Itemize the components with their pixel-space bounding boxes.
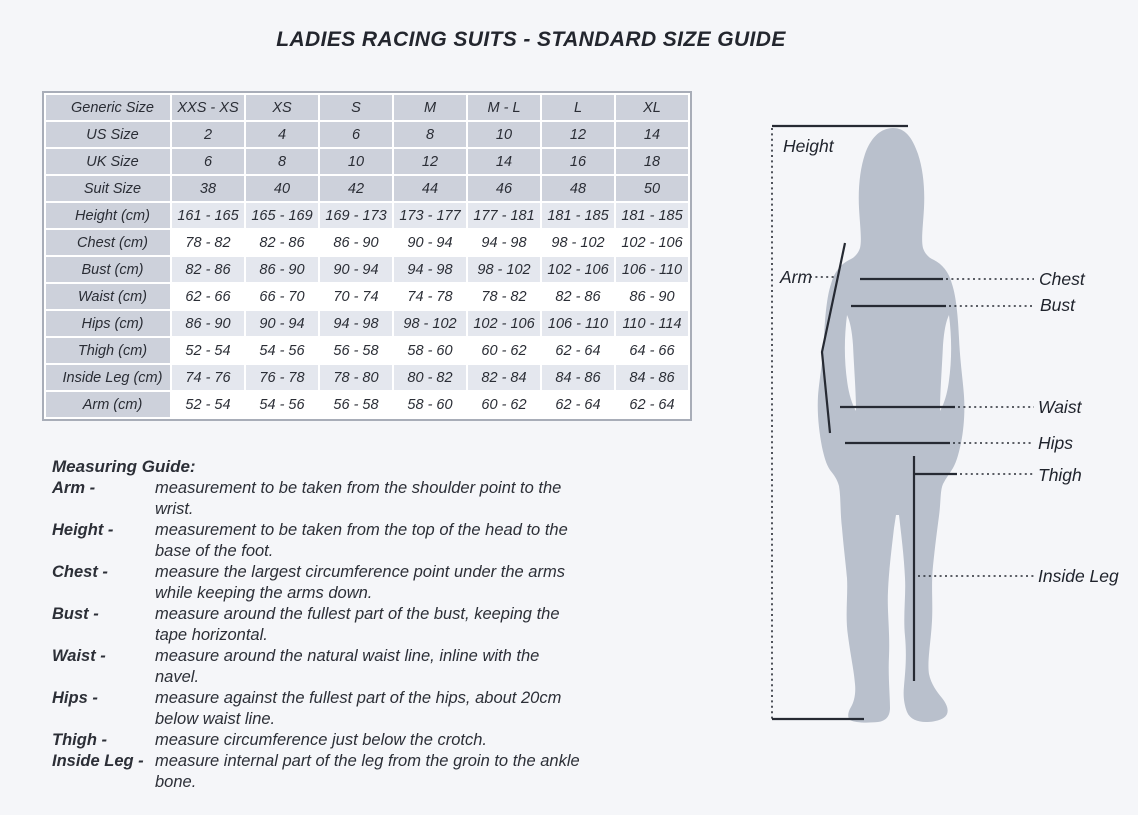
table-row (46, 338, 688, 363)
row-label: Suit Size (46, 176, 170, 201)
measuring-guide (52, 456, 592, 793)
size-value-cell: 102 - 106 (542, 257, 614, 282)
size-value-cell: 90 - 94 (320, 257, 392, 282)
size-value-cell: 84 - 86 (616, 365, 688, 390)
figure-label-hips: Hips (1038, 433, 1074, 453)
size-value-cell: 2 (172, 122, 244, 147)
size-value-cell: 4 (246, 122, 318, 147)
size-value-cell: 64 - 66 (616, 338, 688, 363)
figure-label-height: Height (783, 136, 834, 156)
size-value-cell: 86 - 90 (616, 284, 688, 309)
size-value-cell: 76 - 78 (246, 365, 318, 390)
size-value-cell: 94 - 98 (394, 257, 466, 282)
guide-description: measure around the fullest part of the bust, keeping the tape horizontal. (155, 605, 560, 644)
page-title: LADIES RACING SUITS - STANDARD SIZE GUIDE (276, 28, 786, 51)
table-row (46, 95, 688, 120)
guide-term: Hips - (52, 689, 98, 707)
guide-item (52, 730, 592, 751)
guide-description: measure around the natural waist line, inline with the navel. (155, 647, 540, 686)
size-value-cell: 181 - 185 (542, 203, 614, 228)
size-value-cell: 169 - 173 (320, 203, 392, 228)
figure-label-waist: Waist (1038, 397, 1082, 417)
size-value-cell: 82 - 86 (246, 230, 318, 255)
size-value-cell: 106 - 110 (542, 311, 614, 336)
guide-description: measure against the fullest part of the hips, about 20cm below waist line. (155, 689, 562, 728)
size-value-cell: 54 - 56 (246, 338, 318, 363)
row-label: Generic Size (46, 95, 170, 120)
row-label: Hips (cm) (46, 311, 170, 336)
size-value-cell: 44 (394, 176, 466, 201)
size-value-cell: 18 (616, 149, 688, 174)
guide-term: Chest - (52, 563, 108, 581)
size-value-cell: 78 - 82 (172, 230, 244, 255)
size-value-cell: 74 - 76 (172, 365, 244, 390)
size-value-cell: XXS - XS (172, 95, 244, 120)
guide-term: Height - (52, 521, 114, 539)
table-row (46, 122, 688, 147)
size-value-cell: 94 - 98 (468, 230, 540, 255)
size-value-cell: 60 - 62 (468, 338, 540, 363)
size-value-cell: 102 - 106 (468, 311, 540, 336)
size-value-cell: 62 - 64 (542, 338, 614, 363)
size-value-cell: 181 - 185 (616, 203, 688, 228)
guide-description: measure internal part of the leg from the groin to the ankle bone. (155, 752, 580, 791)
size-value-cell: 12 (542, 122, 614, 147)
size-value-cell: 80 - 82 (394, 365, 466, 390)
guide-item (52, 751, 592, 793)
size-value-cell: 48 (542, 176, 614, 201)
size-value-cell: 82 - 86 (172, 257, 244, 282)
size-value-cell: 98 - 102 (394, 311, 466, 336)
figure-label-chest: Chest (1039, 269, 1085, 289)
size-value-cell: 38 (172, 176, 244, 201)
row-label: Bust (cm) (46, 257, 170, 282)
size-value-cell: 42 (320, 176, 392, 201)
size-value-cell: L (542, 95, 614, 120)
table-row (46, 311, 688, 336)
size-value-cell: M (394, 95, 466, 120)
row-label: Height (cm) (46, 203, 170, 228)
size-value-cell: 66 - 70 (246, 284, 318, 309)
row-label: Chest (cm) (46, 230, 170, 255)
size-value-cell: 86 - 90 (320, 230, 392, 255)
size-value-cell: 84 - 86 (542, 365, 614, 390)
size-value-cell: 90 - 94 (246, 311, 318, 336)
table-row (46, 257, 688, 282)
guide-description: measure the largest circumference point under the arms while keeping the arms down. (155, 563, 565, 602)
size-value-cell: S (320, 95, 392, 120)
guide-item (52, 562, 592, 604)
guide-term: Thigh - (52, 731, 107, 749)
size-value-cell: 40 (246, 176, 318, 201)
guide-term: Waist - (52, 647, 106, 665)
size-value-cell: 82 - 84 (468, 365, 540, 390)
size-value-cell: 177 - 181 (468, 203, 540, 228)
size-value-cell: 60 - 62 (468, 392, 540, 417)
row-label: Waist (cm) (46, 284, 170, 309)
row-label: UK Size (46, 149, 170, 174)
row-label: Arm (cm) (46, 392, 170, 417)
size-value-cell: M - L (468, 95, 540, 120)
size-value-cell: 50 (616, 176, 688, 201)
size-value-cell: 62 - 64 (542, 392, 614, 417)
table-row (46, 365, 688, 390)
row-label: US Size (46, 122, 170, 147)
size-value-cell: 58 - 60 (394, 338, 466, 363)
size-value-cell: 14 (616, 122, 688, 147)
guide-item (52, 478, 592, 520)
table-row (46, 392, 688, 417)
body-measurement-diagram (760, 95, 1120, 755)
size-value-cell: 6 (172, 149, 244, 174)
guide-description: measurement to be taken from the top of the head to the base of the foot. (155, 521, 568, 560)
size-value-cell: 10 (320, 149, 392, 174)
guide-item (52, 646, 592, 688)
size-value-cell: XS (246, 95, 318, 120)
size-value-cell: 161 - 165 (172, 203, 244, 228)
table-row (46, 149, 688, 174)
size-value-cell: 94 - 98 (320, 311, 392, 336)
size-value-cell: 98 - 102 (468, 257, 540, 282)
size-value-cell: 10 (468, 122, 540, 147)
size-value-cell: 62 - 66 (172, 284, 244, 309)
size-table (42, 91, 692, 421)
female-silhouette (818, 128, 965, 723)
table-row (46, 230, 688, 255)
size-value-cell: 52 - 54 (172, 338, 244, 363)
table-row (46, 176, 688, 201)
guide-item (52, 604, 592, 646)
row-label: Thigh (cm) (46, 338, 170, 363)
size-value-cell: 8 (394, 122, 466, 147)
measuring-guide-list (52, 478, 592, 793)
size-value-cell: 8 (246, 149, 318, 174)
size-value-cell: 98 - 102 (542, 230, 614, 255)
size-value-cell: 70 - 74 (320, 284, 392, 309)
size-value-cell: 52 - 54 (172, 392, 244, 417)
guide-term: Inside Leg - (52, 752, 144, 770)
figure-label-bust: Bust (1040, 295, 1076, 315)
guide-description: measure circumference just below the crotch. (155, 731, 487, 749)
size-value-cell: 102 - 106 (616, 230, 688, 255)
size-value-cell: 54 - 56 (246, 392, 318, 417)
guide-item (52, 688, 592, 730)
size-value-cell: 86 - 90 (246, 257, 318, 282)
size-value-cell: 56 - 58 (320, 338, 392, 363)
size-value-cell: 86 - 90 (172, 311, 244, 336)
table-row (46, 284, 688, 309)
size-value-cell: 90 - 94 (394, 230, 466, 255)
size-value-cell: 78 - 82 (468, 284, 540, 309)
size-value-cell: 74 - 78 (394, 284, 466, 309)
size-value-cell: 110 - 114 (616, 311, 688, 336)
size-value-cell: XL (616, 95, 688, 120)
row-label: Inside Leg (cm) (46, 365, 170, 390)
size-value-cell: 173 - 177 (394, 203, 466, 228)
size-value-cell: 16 (542, 149, 614, 174)
size-table-body (46, 95, 688, 417)
size-value-cell: 58 - 60 (394, 392, 466, 417)
figure-label-inside-leg: Inside Leg (1038, 566, 1119, 586)
figure-label-arm: Arm (780, 267, 813, 287)
guide-item (52, 520, 592, 562)
guide-term: Arm - (52, 479, 96, 497)
size-value-cell: 12 (394, 149, 466, 174)
size-value-cell: 6 (320, 122, 392, 147)
size-value-cell: 62 - 64 (616, 392, 688, 417)
size-value-cell: 14 (468, 149, 540, 174)
guide-description: measurement to be taken from the shoulder point to the wrist. (155, 479, 562, 518)
size-value-cell: 46 (468, 176, 540, 201)
size-value-cell: 165 - 169 (246, 203, 318, 228)
size-value-cell: 56 - 58 (320, 392, 392, 417)
guide-term: Bust - (52, 605, 99, 623)
figure-label-thigh: Thigh (1038, 465, 1082, 485)
size-value-cell: 106 - 110 (616, 257, 688, 282)
size-value-cell: 82 - 86 (542, 284, 614, 309)
table-row (46, 203, 688, 228)
size-value-cell: 78 - 80 (320, 365, 392, 390)
measuring-guide-heading: Measuring Guide: (52, 457, 196, 476)
